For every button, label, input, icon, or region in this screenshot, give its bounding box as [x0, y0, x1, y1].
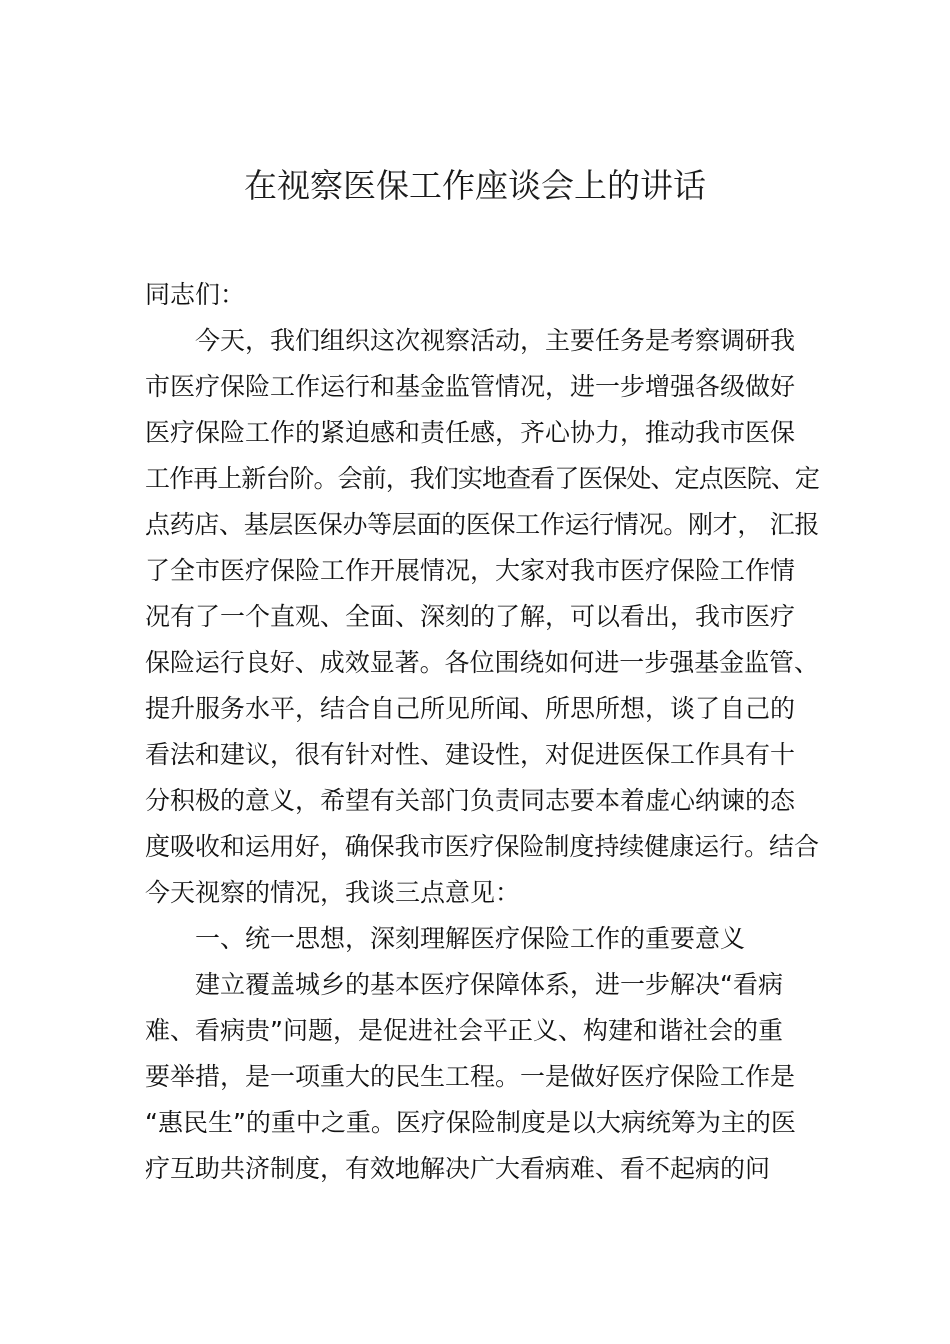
paragraph-line: 今天视察的情况，我谈三点意见：: [145, 878, 521, 907]
paragraph-line: 度吸收和运用好，确保我市医疗保险制度持续健康运行。结合: [145, 832, 819, 861]
paragraph-line: 今天，我们组织这次视察活动，主要任务是考察调研我: [195, 326, 796, 355]
paragraph-line: 提升服务水平，结合自己所见所闻、所思所想，谈了自己的: [145, 694, 796, 723]
paragraph-line: 分积极的意义，希望有关部门负责同志要本着虚心纳谏的态: [145, 786, 796, 815]
paragraph-line: 疗互助共济制度，有效地解决广大看病难、看不起病的问: [145, 1154, 771, 1183]
paragraph-line: 况有了一个直观、全面、深刻的了解，可以看出，我市医疗: [145, 602, 796, 631]
paragraph-line: 工作再上新台阶。会前，我们实地查看了医保处、定点医院、定: [145, 464, 819, 493]
paragraph-line: 点药店、基层医保办等层面的医保工作运行情况。刚才， 汇报: [145, 510, 819, 539]
section-heading-1: 一、统一思想，深刻理解医疗保险工作的重要意义: [195, 924, 746, 953]
paragraph-2: [145, 962, 819, 1192]
paragraph-1: [145, 318, 819, 916]
paragraph-line: 了全市医疗保险工作开展情况，大家对我市医疗保险工作情: [145, 556, 796, 585]
paragraph-line: 市医疗保险工作运行和基金监管情况，进一步增强各级做好: [145, 372, 796, 401]
document-title: 在视察医保工作座谈会上的讲话: [244, 166, 706, 205]
paragraph-line: 难、看病贵”问题，是促进社会平正义、构建和谐社会的重: [145, 1016, 783, 1045]
paragraph-line: 医疗保险工作的紧迫感和责任感，齐心协力，推动我市医保: [145, 418, 796, 447]
paragraph-line: 建立覆盖城乡的基本医疗保障体系，进一步解决“看病: [195, 970, 783, 999]
document-body: [145, 272, 819, 1192]
paragraph-line: “惠民生”的重中之重。医疗保险制度是以大病统筹为主的医: [145, 1108, 796, 1137]
paragraph-line: 看法和建议，很有针对性、建设性，对促进医保工作具有十: [145, 740, 796, 769]
paragraph-line: 要举措，是一项重大的民生工程。一是做好医疗保险工作是: [145, 1062, 796, 1091]
salutation: 同志们：: [145, 280, 246, 309]
paragraph-line: 保险运行良好、成效显著。各位围绕如何进一步强基金监管、: [145, 648, 819, 677]
